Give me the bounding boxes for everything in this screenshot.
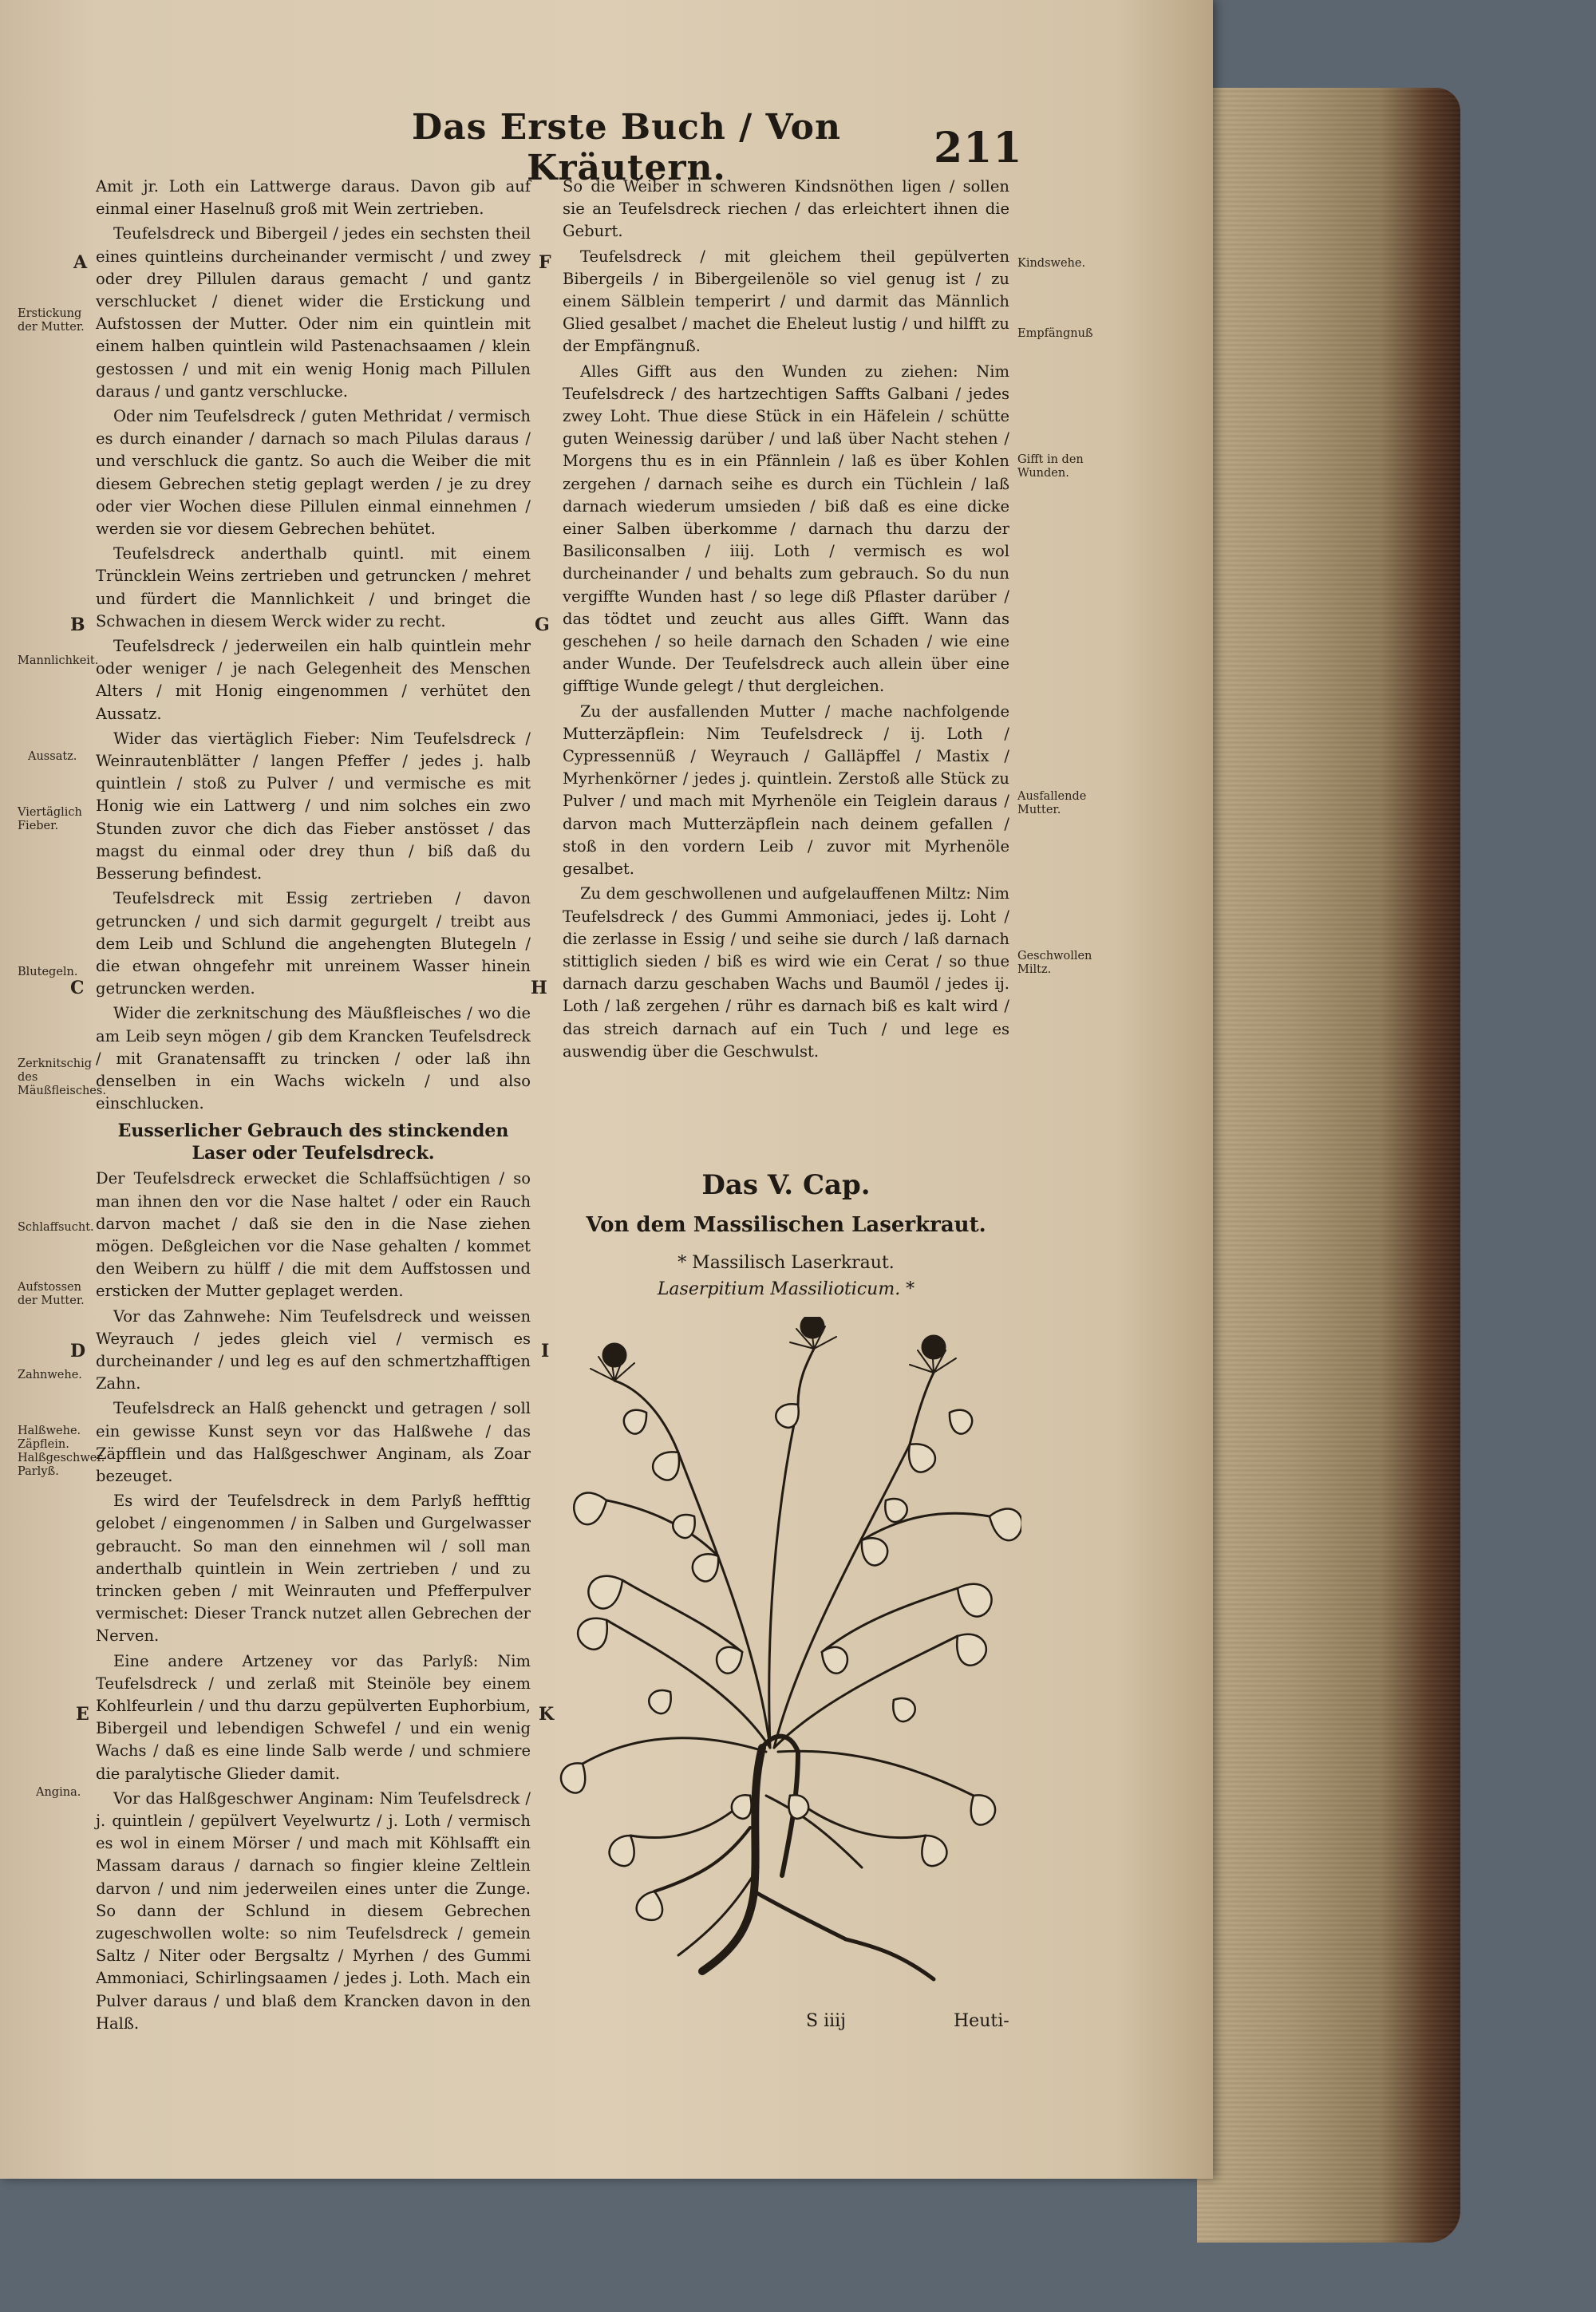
section-letter: B	[70, 615, 85, 635]
margin-note: Zerknitschig des Mäußfleisches.	[18, 1057, 106, 1097]
left-paragraph: Teufelsdreck / jederweilen ein halb quintlein mehr oder weniger / je nach Gelegenheit des Menschen Alters / mit Honig eingenommen / verhütet den Aussatz.	[96, 637, 531, 723]
section-letter: F	[539, 252, 551, 273]
right-paragraph: Teufelsdreck / mit gleichem theil gepülverten Bibergeils / in Bibergeilenöle so viel genug ist / zu einem Sälblein temperirt / und darmit das Männlich Glied gesalbet / machet die Eheleut lustig / und hilfft zu der Empfängnuß.	[563, 247, 1009, 356]
running-header	[319, 107, 1023, 188]
section-letter: H	[531, 978, 547, 998]
left-paragraph: Amit jr. Loth ein Lattwerge daraus. Davon gib auf einmal einer Haselnuß groß mit Wein zertrieben.	[96, 177, 531, 219]
chapter-subheading: Von dem Massilischen Laserkraut.	[586, 1213, 986, 1237]
left-subheading: Eusserlicher Gebrauch des stinckenden Laser oder Teufelsdreck.	[117, 1120, 509, 1164]
left-paragraph: Eine andere Artzeney vor das Parlyß: Nim Teufelsdreck / und zerlaß mit Steinöle bey einem Kohlfeurlein / und thu darzu gepülverten Euphorbium, Bibergeil und lebendigen Schwefel / und ein wenig Wachs / daß es eine linde Salb werde / und schmiere die paralytische Glieder damit.	[96, 1651, 531, 1783]
margin-note: Aussatz.	[28, 750, 77, 763]
section-letter: C	[70, 978, 85, 998]
margin-note: Angina.	[36, 1786, 81, 1799]
plant-latin-name: Laserpitium Massilioticum. *	[657, 1279, 915, 1299]
running-title: Das Erste Buch / Von Kräutern.	[412, 107, 841, 188]
margin-note: Empfängnuß	[1017, 327, 1093, 340]
margin-note: Erstickung der Mutter.	[18, 307, 85, 334]
left-paragraph: Vor das Zahnwehe: Nim Teufelsdreck und weissen Weyrauch / jedes gleich viel / vermisch es durcheinander / und leg es auf den schmertzhafftigen Zahn.	[96, 1306, 531, 1393]
section-letter: K	[539, 1704, 555, 1725]
section-letter: D	[70, 1341, 86, 1362]
right-column	[563, 176, 1009, 1181]
catchword: Heuti-	[954, 2011, 1009, 2031]
margin-note: Kindswehe.	[1017, 257, 1086, 270]
margin-note: Ausfallende Mutter.	[1017, 790, 1087, 816]
section-letter: I	[541, 1341, 550, 1362]
left-paragraph: Teufelsdreck an Halß gehenckt und getragen / soll ein gewisse Kunst seyn vor das Halßwehe / das Zäpfflein und das Halßgeschwer Anginam, als Zoar bezeuget.	[96, 1399, 531, 1485]
left-paragraph: Wider die zerknitschung des Mäußfleisches / wo die am Leib seyn mögen / gib dem Krancken Teufelsdreck / mit Granatensafft zu trincken / oder laß ihn denselben in ein Wachs wickeln / und also einschlucken.	[96, 1004, 531, 1113]
page-number: 211	[934, 123, 1023, 172]
signature-mark: S iiij	[806, 2011, 846, 2031]
plant-german-name: * Massilisch Laserkraut.	[678, 1253, 895, 1273]
left-paragraph: Teufelsdreck und Bibergeil / jedes ein sechsten theil eines quintleins durcheinander vermischt / und zwey oder drey Pillulen daraus gemacht / und gantz verschlucket / dienet wider die Erstickung und Aufstossen der Mutter. Oder nim ein quintlein mit einem halben quintlein wild Pastenachsaamen / klein gestossen / und mit ein wenig Honig mach Pillulen daraus / und gantz verschlucke.	[96, 224, 531, 401]
left-paragraph: Es wird der Teufelsdreck in dem Parlyß heffttig gelobet / eingenommen / in Salben und Gurgelwasser gebraucht. So man den einnehmen wil / soll man anderthalb quintlein in Wein zertrieben / und zu trincken geben / mit Weinrauten und Pfefferpulver vermischet: Dieser Tranck nutzet allen Gebrechen der Nerven.	[96, 1492, 531, 1646]
chapter-heading: Das V. Cap.	[701, 1169, 871, 1201]
margin-note: Viertäglich Fieber.	[18, 806, 82, 832]
section-letter: A	[73, 252, 88, 273]
margin-note: Aufstossen der Mutter.	[18, 1281, 85, 1307]
left-paragraph: Der Teufelsdreck erwecket die Schlaffsüchtigen / so man ihnen den vor die Nase haltet / oder ein Rauch darvon machet / daß sie den in die Nase ziehen mögen. Deßgleichen vor die Nase gehalten / kommet den Weibern zu hülff / die mit dem Auffstossen und ersticken der Mutter geplaget werden.	[96, 1169, 531, 1301]
section-letter: G	[535, 615, 550, 635]
left-paragraph: Vor das Halßgeschwer Anginam: Nim Teufelsdreck / j. quintlein / gepülvert Veyelwurtz / j. Loth / vermisch es wol in einem Mörser / und mach mit Köhlsafft ein Massam daraus / darnach so fingier kleine Zeltlein darvon / und nim jederweilen eines unter die Zunge. So dann der Schlund in diesem Gebrechen zugeschwollen wolte: so nim Teufelsdreck / gemein Saltz / Niter oder Bergsaltz / Myrhen / des Gummi Ammoniaci, Schirlingsaamen / jedes j. Loth. Mach ein Pulver daraus / und blaß dem Krancken davon in den Halß.	[96, 1788, 531, 2033]
left-paragraph: Teufelsdreck anderthalb quintl. mit einem Trüncklein Weins zertrieben und getruncken / mehret und fürdert die Mannlichkeit / und bringet die Schwachen in diesem Werck wider zu recht.	[96, 544, 531, 630]
plant-woodcut-illustration	[559, 1317, 1021, 2003]
margin-note: Schlaffsucht.	[18, 1221, 94, 1234]
left-paragraph: Wider das viertäglich Fieber: Nim Teufelsdreck / Weinrautenblätter / langen Pfeffer / jedes j. halb quintlein / stoß zu Pulver / und vermische es mit Honig wie ein Lattwerg / und nim solches ein zwo Stunden zuvor che dich das Fieber anstösset / das magst du einmal oder drey thun / biß daß du Besserung befindest.	[96, 729, 531, 883]
section-letter: E	[76, 1704, 89, 1725]
margin-note: Halßwehe. Zäpflein. Halßgeschwer. Parlyß.	[18, 1425, 105, 1478]
right-paragraph: Zu der ausfallenden Mutter / mache nachfolgende Mutterzäpflein: Nim Teufelsdreck / ij. Loth / Cypressennüß / Weyrauch / Galläpffel / Mastix / Myrhenkörner / jedes j. quintlein. Zerstoß alle Stück zu Pulver / und mach mit Myrhenöle ein Teiglein daraus / darvon mach Mutterzäpflein nach deinem gefallen / stoß in den vordern Leib / zuvor mit Myrhenöle gesalbet.	[563, 702, 1009, 879]
right-paragraph: So die Weiber in schweren Kindsnöthen ligen / sollen sie an Teufelsdreck riechen / das erleichtert ihnen die Geburt.	[563, 177, 1009, 241]
right-paragraph: Zu dem geschwollenen und aufgelauffenen Miltz: Nim Teufelsdreck / des Gummi Ammoniaci, jedes ij. Loht / die zerlasse in Essig / und seihe sie durch / laß darnach stittiglich sieden / biß es wird wie ein Cerat / so thue darnach darzu geschaben Wachs und Baumöl / jedes ij. Loth / laß zergehen / rühr es darnach biß es kalt wird / das streich darnach auf ein Tuch / und lege es auswendig über die Geschwulst.	[563, 884, 1009, 1061]
margin-note: Gifft in den Wunden.	[1017, 453, 1084, 480]
margin-note: Zahnwehe.	[18, 1369, 82, 1381]
left-paragraph: Oder nim Teufelsdreck / guten Methridat / vermisch es durch einander / darnach so mach Pilulas daraus / und verschluck die gantz. So auch die Weiber die mit diesem Gebrechen stetig geplagt werden / je zu drey oder vier Wochen diese Pillulen einmal einnehmen / werden sie vor diesem Gebrechen behütet.	[96, 407, 531, 539]
margin-note: Geschwollen Miltz.	[1017, 950, 1092, 976]
left-column	[96, 176, 531, 2043]
margin-note: Blutegeln.	[18, 966, 78, 978]
book-fore-edge	[1197, 88, 1460, 2243]
margin-note: Mannlichkeit.	[18, 654, 99, 667]
right-paragraph: Alles Gifft aus den Wunden zu ziehen: Nim Teufelsdreck / des hartzechtigen Saffts Galbani / jedes zwey Loht. Thue diese Stück in ein Häfelein / schütte guten Weinessig darüber / und laß über Nacht stehen / Morgens thu es in ein Pfännlein / laß es über Kohlen zergehen / darnach seihe es durch ein Tüchlein / laß darnach wiederum umsieden / biß daß es eine dicke einer Salben überkomme / darnach thu darzu der Basiliconsalben / iiij. Loth / vermisch es wol durcheinander / und behalts zum gebrauch. So du nun vergiffte Wunden hast / so lege diß Pflaster darüber / das tödtet und zeucht aus alles Gifft. Wann das geschehen / so heile darnach den Schaden / wie eine ander Wunde. Der Teufelsdreck auch allein über eine gifftige Wunde gelegt / thut dergleichen.	[563, 362, 1009, 696]
left-paragraph: Teufelsdreck mit Essig zertrieben / davon getruncken / und sich darmit gegurgelt / treibt aus dem Leib und Schlund die angehengten Blutegeln / die etwan ohngefehr mit unreinem Wasser hinein getruncken werden.	[96, 889, 531, 998]
